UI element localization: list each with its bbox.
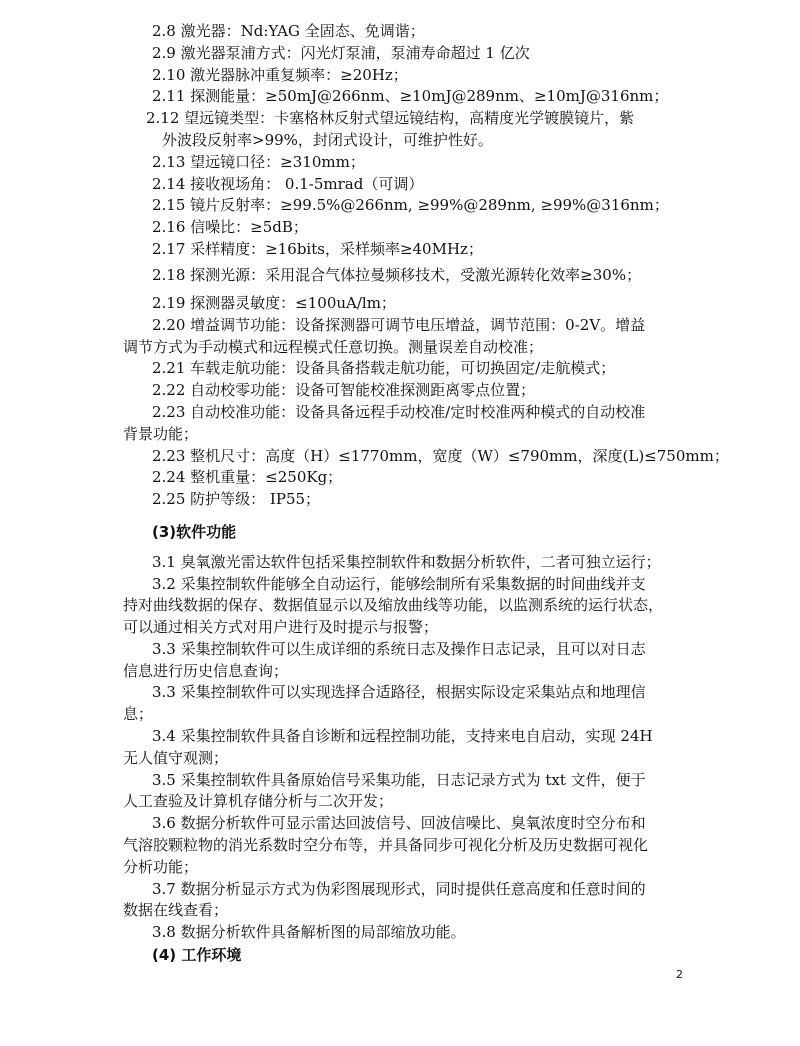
spec-line: 2.13 望远镜口径：≥310mm； [152,153,365,171]
spec-line: 2.21 车载走航功能：设备具备搭载走航功能，可切换固定/走航模式； [152,359,616,377]
spec-line: 2.23 整机尺寸：高度（H）≤1770mm，宽度（W）≤790mm，深度(L)≤750mm； [152,447,729,465]
software-line: 3.2 采集控制软件能够全自动运行，能够绘制所有采集数据的时间曲线并支 [152,575,646,593]
spec-line: 2.25 防护等级： IP55； [152,490,321,508]
software-line: 分析功能； [123,858,199,876]
software-line: 3.3 采集控制软件可以生成详细的系统日志及操作日志记录，且可以对日志 [152,640,646,658]
spec-line: 2.20 增益调节功能：设备探测器可调节电压增益，调节范围：0-2V。增益 [152,316,646,334]
spec-line: 外波段反射率>99%，封闭式设计，可维护性好。 [162,131,493,149]
spec-line: 2.8 激光器：Nd:YAG 全固态、免调谐； [152,22,425,40]
spec-line: 2.16 信噪比：≥5dB； [152,218,308,236]
spec-line: 2.10 激光器脉冲重复频率：≥20Hz； [152,66,408,84]
section-heading-environment: (4) 工作环境 [152,946,242,964]
software-line: 3.4 采集控制软件具备自诊断和远程控制功能，支持来电自启动，实现 24H [152,727,653,745]
software-line: 3.8 数据分析软件具备解析图的局部缩放功能。 [152,923,466,941]
spec-line: 2.14 接收视场角： 0.1-5mrad（可调） [152,175,424,193]
software-line: 可以通过相关方式对用户进行及时提示与报警； [123,618,439,636]
spec-line: 2.9 激光器泵浦方式：闪光灯泵浦，泵浦寿命超过 1 亿次 [152,44,530,62]
software-line: 3.1 臭氧激光雷达软件包括采集控制软件和数据分析软件，二者可独立运行； [152,553,661,571]
spec-line: 2.23 自动校准功能：设备具备远程手动校准/定时校准两种模式的自动校准 [152,403,646,421]
page-number: 2 [676,968,683,981]
software-line: 信息进行历史信息查询； [123,662,289,680]
spec-line: 2.19 探测器灵敏度：≤100uA/lm； [152,294,396,312]
software-line: 息； [123,705,154,723]
spec-line: 调节方式为手动模式和远程模式任意切换。测量误差自动校准； [123,338,544,356]
spec-line: 2.12 望远镜类型：卡塞格林反射式望远镜结构，高精度光学镀膜镜片，紫 [146,109,635,127]
section-heading-software: (3)软件功能 [152,523,237,541]
spec-line: 2.15 镜片反射率：≥99.5%@266nm, ≥99%@289nm, ≥99%@316nm； [152,196,669,214]
software-line: 3.5 采集控制软件具备原始信号采集功能，日志记录方式为 txt 文件，便于 [152,771,646,789]
spec-line: 2.24 整机重量：≤250Kg； [152,468,343,486]
spec-line: 2.18 探测光源：采用混合气体拉曼频移技术，受激光源转化效率≥30%； [152,266,642,284]
spec-line: 背景功能； [123,425,199,443]
spec-line: 2.11 探测能量：≥50mJ@266nm、≥10mJ@289nm、≥10mJ@316nm； [152,87,669,105]
software-line: 无人值守观测； [123,749,229,767]
software-line: 持对曲线数据的保存、数据值显示以及缩放曲线等功能，以监测系统的运行状态， [123,596,664,614]
spec-line: 2.17 采样精度：≥16bits，采样频率≥40MHz； [152,240,483,258]
software-line: 数据在线查看； [123,901,229,919]
software-line: 3.6 数据分析软件可显示雷达回波信号、回波信噪比、臭氧浓度时空分布和 [152,814,646,832]
software-line: 3.7 数据分析显示方式为伪彩图展现形式，同时提供任意高度和任意时间的 [152,880,646,898]
software-line: 3.3 采集控制软件可以实现选择合适路径，根据实际设定采集站点和地理信 [152,683,646,701]
software-line: 气溶胶颗粒物的消光系数时空分布等，并具备同步可视化分析及历史数据可视化 [123,836,649,854]
software-line: 人工查验及计算机存储分析与二次开发； [123,792,394,810]
spec-line: 2.22 自动校零功能：设备可智能校准探测距离零点位置； [152,381,536,399]
